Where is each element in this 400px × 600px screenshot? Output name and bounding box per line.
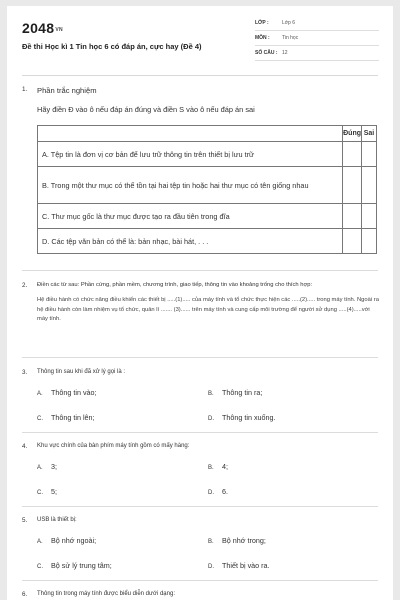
table-row (38, 167, 377, 204)
table-row (38, 142, 377, 167)
option-text: Bộ sử lý trung tâm; (51, 561, 112, 570)
question-text: Điền các từ sau: Phần cứng, phần mềm, chương trình, giao tiếp, thông tin vào khoảng trống cho thích hợp: (37, 282, 313, 288)
option-a[interactable] (37, 536, 96, 545)
option-letter: B. (208, 539, 214, 545)
question-body (37, 281, 381, 325)
col-false-header: Sai (362, 126, 377, 142)
question-text: Khu vực chính của bàn phím máy tính gồm có mấy hàng: (37, 443, 190, 449)
option-text: Thiết bị vào ra. (222, 561, 270, 570)
option-text: Bộ nhớ trong; (222, 536, 266, 545)
site-logo[interactable] (22, 20, 63, 36)
table-header-empty (38, 126, 343, 142)
option-c[interactable] (37, 561, 112, 570)
option-b[interactable] (208, 536, 266, 545)
meta-row-count (255, 46, 379, 61)
question-number: 6. (22, 591, 28, 598)
option-text: Thông tin ra; (222, 388, 263, 397)
answer-cell-true[interactable] (343, 204, 362, 229)
option-text: Bộ nhớ ngoài; (51, 536, 97, 545)
logo-text: 2048 (22, 20, 55, 36)
document-title: Đề thi Học kì 1 Tin học 6 có đáp án, cực hay (Đề 4) (22, 42, 202, 51)
option-text: 5; (51, 487, 57, 496)
option-letter: A. (37, 539, 43, 545)
option-c[interactable] (37, 487, 57, 496)
question-6 (22, 591, 381, 597)
question-number: 5. (22, 517, 28, 524)
table-header-row (38, 126, 377, 142)
meta-row-class (255, 16, 379, 31)
answer-options (22, 536, 381, 582)
divider (22, 432, 378, 433)
divider (22, 270, 378, 271)
answer-cell-false[interactable] (362, 204, 377, 229)
answer-cell-true[interactable] (343, 229, 362, 254)
question-number: 1. (22, 86, 28, 93)
question-number: 3. (22, 369, 28, 376)
answer-cell-false[interactable] (362, 142, 377, 167)
meta-value: 12 (282, 50, 288, 56)
meta-label: LỚP : (255, 20, 269, 26)
col-true-header: Đúng (343, 126, 362, 142)
answer-options (22, 462, 381, 508)
question-5 (22, 517, 381, 582)
option-d[interactable] (208, 413, 276, 422)
answer-cell-false[interactable] (362, 167, 377, 204)
question-text: USB là thiết bị: (37, 517, 77, 523)
question-number: 2. (22, 282, 28, 289)
question-prompt: Hãy điền Đ vào ô nếu đáp án đúng và điền S vào ô nếu đáp án sai (37, 105, 255, 114)
statement-text: C. Thư mục gốc là thư mục được tạo ra đầu tiên trong đĩa (38, 204, 343, 229)
option-letter: D. (208, 416, 214, 422)
answer-cell-true[interactable] (343, 142, 362, 167)
answer-cell-true[interactable] (343, 167, 362, 204)
option-letter: B. (208, 465, 214, 471)
meta-value: Lớp 6 (282, 20, 296, 26)
question-3 (22, 369, 381, 434)
option-text: 3; (51, 462, 57, 471)
option-a[interactable] (37, 462, 57, 471)
logo-suffix: VN (55, 27, 63, 33)
question-text: Thông tin trong máy tính được biểu diễn dưới dạng: (37, 591, 175, 597)
question-text: Thông tin sau khi đã xử lý gọi là : (37, 369, 126, 375)
option-letter: B. (208, 391, 214, 397)
option-a[interactable] (37, 388, 97, 397)
option-letter: C. (37, 564, 43, 570)
statement-text: A. Tệp tin là đơn vị cơ bản để lưu trữ thông tin trên thiết bị lưu trữ (38, 142, 343, 167)
table-row (38, 204, 377, 229)
option-d[interactable] (208, 487, 228, 496)
meta-info (255, 16, 379, 61)
question-2 (22, 281, 381, 325)
option-b[interactable] (208, 462, 228, 471)
document-page (7, 6, 393, 600)
statement-text: B. Trong một thư mục có thể tồn tại hai tệp tin hoặc hai thư mục có tên giống nhau (38, 167, 343, 204)
document-header (7, 6, 393, 70)
option-letter: A. (37, 465, 43, 471)
option-c[interactable] (37, 413, 95, 422)
question-body (37, 86, 381, 254)
option-text: Thông tin lên; (51, 413, 95, 422)
question-number: 4. (22, 443, 28, 450)
table-row (38, 229, 377, 254)
option-text: Thông tin vào; (51, 388, 97, 397)
option-letter: C. (37, 416, 43, 422)
question-title: Phần trắc nghiệm (37, 86, 97, 95)
answer-options (22, 388, 381, 434)
meta-value: Tin học (282, 35, 299, 41)
option-b[interactable] (208, 388, 262, 397)
true-false-table (37, 125, 377, 254)
answer-cell-false[interactable] (362, 229, 377, 254)
option-letter: A. (37, 391, 43, 397)
divider (22, 580, 378, 581)
statement-text: D. Các tệp văn bản có thể là: bản nhạc, bài hát, . . . (38, 229, 343, 254)
question-4 (22, 443, 381, 508)
meta-row-subject (255, 31, 379, 46)
meta-label: MÔN : (255, 35, 270, 41)
option-d[interactable] (208, 561, 270, 570)
meta-label: SỐ CÂU : (255, 50, 278, 56)
option-letter: D. (208, 490, 214, 496)
option-letter: C. (37, 490, 43, 496)
fill-in-paragraph: Hệ điều hành có chức năng điều khiển các thiết bị .....(1)..... của máy tính và tổ chức thực hiện các .....(2)..... trong máy tính. Ngoài ra hệ điều hành còn làm nhiệm vụ tổ chức, quản lí ....... (3)...... trên máy tính và cung cấp môi trường để người sử dụng .....(4).....với máy tính. (37, 297, 379, 323)
divider (22, 506, 378, 507)
question-1 (22, 86, 381, 254)
divider (22, 357, 378, 358)
option-letter: D. (208, 564, 214, 570)
option-text: Thông tin xuống. (222, 413, 276, 422)
option-text: 4; (222, 462, 228, 471)
divider (22, 75, 378, 76)
option-text: 6. (222, 487, 228, 496)
